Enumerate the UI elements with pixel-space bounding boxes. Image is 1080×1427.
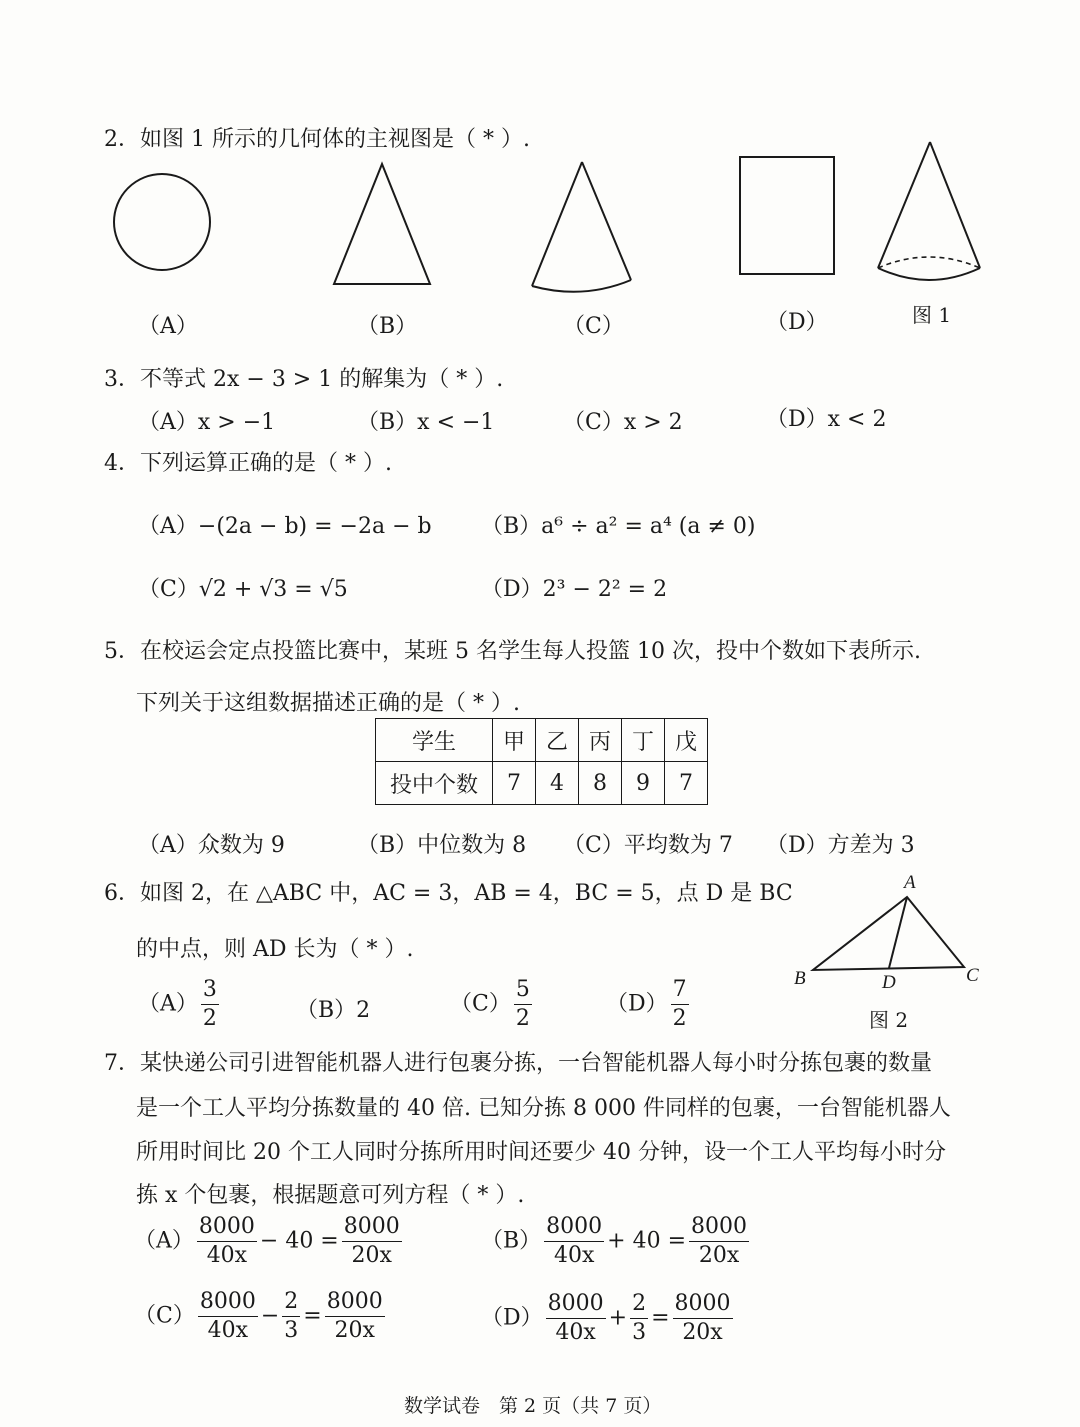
q3-option-b[interactable]: （B）x < −1 bbox=[357, 410, 495, 435]
figure2-label: 图 2 bbox=[869, 1008, 909, 1032]
table-cell: 7 bbox=[665, 762, 708, 805]
denominator: 3 bbox=[632, 1320, 647, 1345]
q5-option-d[interactable]: （D）方差为 3 bbox=[766, 833, 915, 858]
option-label: （C） bbox=[134, 1303, 195, 1329]
numerator: 3 bbox=[201, 976, 219, 1005]
operator: + bbox=[608, 1305, 628, 1331]
fraction bbox=[325, 1288, 385, 1345]
q7-line3: 所用时间比 20 个工人同时分拣所用时间还要少 40 分钟，设一个工人平均每小时分 bbox=[136, 1140, 946, 1165]
fraction bbox=[342, 1213, 402, 1270]
q4-option-d[interactable]: （D）2³ − 2² = 2 bbox=[481, 577, 668, 602]
fraction bbox=[544, 1213, 604, 1270]
q5-stem-line2: 下列关于这组数据描述正确的是（ * ）. bbox=[136, 691, 520, 716]
table-cell: 丁 bbox=[622, 719, 665, 762]
q7-option-c[interactable] bbox=[134, 1288, 388, 1345]
denominator: 2 bbox=[202, 1006, 217, 1031]
q7-line1: 7．某快递公司引进智能机器人进行包裹分拣，一台智能机器人每小时分拣包裹的数量 bbox=[104, 1051, 932, 1076]
denominator: 20x bbox=[334, 1318, 375, 1343]
numerator: 8000 bbox=[197, 1213, 257, 1242]
table-cell: 投中个数 bbox=[376, 762, 493, 805]
numerator: 8000 bbox=[342, 1213, 402, 1242]
table-cell: 丙 bbox=[579, 719, 622, 762]
numerator: 8000 bbox=[546, 1290, 606, 1319]
table-cell: 乙 bbox=[536, 719, 579, 762]
fraction bbox=[673, 1290, 733, 1347]
q5-option-c[interactable]: （C）平均数为 7 bbox=[563, 833, 733, 858]
q4-option-b[interactable]: （B）a⁶ ÷ a² = a⁴ (a ≠ 0) bbox=[481, 514, 756, 539]
q3-option-a[interactable]: （A）x > −1 bbox=[138, 410, 276, 435]
fraction bbox=[630, 1290, 648, 1347]
denominator: 40x bbox=[553, 1243, 595, 1268]
numerator: 2 bbox=[630, 1290, 648, 1319]
table-cell: 戊 bbox=[665, 719, 708, 762]
numerator: 2 bbox=[282, 1288, 300, 1317]
option-label: （B） bbox=[481, 1228, 542, 1254]
fraction bbox=[282, 1288, 300, 1345]
q2-option-c[interactable]: （C） bbox=[563, 314, 624, 339]
q7-option-a[interactable] bbox=[134, 1213, 405, 1270]
q5-option-a[interactable]: （A）众数为 9 bbox=[138, 833, 285, 858]
operator: − bbox=[260, 1303, 280, 1329]
table-cell: 4 bbox=[536, 762, 579, 805]
equals-sign: = bbox=[651, 1305, 670, 1331]
table-cell: 甲 bbox=[493, 719, 536, 762]
table-cell: 8 bbox=[579, 762, 622, 805]
q6-stem-line2: 的中点，则 AD 长为（ * ）. bbox=[136, 937, 414, 962]
q7-option-b[interactable] bbox=[481, 1213, 752, 1270]
fraction bbox=[198, 1288, 258, 1345]
table-cell: 7 bbox=[493, 762, 536, 805]
numerator: 8000 bbox=[689, 1213, 749, 1242]
denominator: 40x bbox=[555, 1320, 596, 1345]
denominator: 20x bbox=[698, 1243, 740, 1268]
q2-stem: 2．如图 1 所示的几何体的主视图是（ * ）. bbox=[104, 127, 530, 152]
option-label: （A） bbox=[138, 991, 198, 1017]
q7-line2: 是一个工人平均分拣数量的 40 倍. 已知分拣 8 000 件同样的包裹，一台智能机器人 bbox=[136, 1096, 951, 1121]
operator: + 40 = bbox=[607, 1228, 687, 1254]
fraction bbox=[197, 1213, 257, 1270]
denominator: 40x bbox=[206, 1243, 248, 1268]
q3-stem: 3．不等式 2x − 3 > 1 的解集为（ * ）. bbox=[104, 367, 504, 392]
denominator: 2 bbox=[515, 1006, 530, 1031]
q6-option-b[interactable]: （B）2 bbox=[296, 998, 371, 1023]
option-label: （C） bbox=[450, 991, 511, 1017]
q2-option-d[interactable]: （D） bbox=[766, 310, 828, 335]
figure1-label: 图 1 bbox=[912, 303, 952, 327]
numerator: 8000 bbox=[325, 1288, 385, 1317]
page-footer: 数学试卷 第 2 页（共 7 页） bbox=[404, 1395, 662, 1417]
option-label: （D） bbox=[481, 1305, 543, 1331]
equals-sign: = bbox=[303, 1303, 322, 1329]
q7-option-d[interactable] bbox=[481, 1290, 736, 1347]
vertex-b-label: B bbox=[794, 968, 806, 989]
q5-stem-line1: 5．在校运会定点投篮比赛中，某班 5 名学生每人投篮 10 次，投中个数如下表所示. bbox=[104, 639, 921, 664]
option-label: （A） bbox=[134, 1228, 194, 1254]
denominator: 20x bbox=[682, 1320, 723, 1345]
numerator: 8000 bbox=[544, 1213, 604, 1242]
option-label: （D） bbox=[606, 991, 668, 1017]
q4-option-c[interactable]: （C）√2 + √3 = √5 bbox=[138, 577, 348, 602]
operator: − 40 = bbox=[259, 1228, 339, 1254]
table-cell: 9 bbox=[622, 762, 665, 805]
q3-option-d[interactable]: （D）x < 2 bbox=[766, 407, 887, 432]
numerator: 8000 bbox=[673, 1290, 733, 1319]
denominator: 2 bbox=[672, 1006, 687, 1031]
denominator: 3 bbox=[284, 1318, 299, 1343]
denominator: 40x bbox=[207, 1318, 249, 1343]
numerator: 8000 bbox=[198, 1288, 258, 1317]
q7-line4: 拣 x 个包裹，根据题意可列方程（ * ）. bbox=[136, 1183, 525, 1208]
q4-stem: 4．下列运算正确的是（ * ）. bbox=[104, 451, 392, 476]
point-d-label: D bbox=[882, 972, 896, 993]
q6-stem-line1: 6．如图 2，在 △ABC 中，AC = 3，AB = 4，BC = 5，点 D 是 BC bbox=[104, 881, 793, 906]
q2-option-a[interactable]: （A） bbox=[138, 314, 198, 339]
q4-option-a[interactable]: （A）−(2a − b) = −2a − b bbox=[138, 514, 432, 539]
q3-option-c[interactable]: （C）x > 2 bbox=[563, 410, 683, 435]
vertex-c-label: C bbox=[966, 965, 979, 986]
numerator: 7 bbox=[671, 976, 689, 1005]
fraction bbox=[689, 1213, 749, 1270]
q5-option-b[interactable]: （B）中位数为 8 bbox=[357, 833, 527, 858]
q2-option-b[interactable]: （B） bbox=[357, 314, 418, 339]
fraction bbox=[546, 1290, 606, 1347]
numerator: 5 bbox=[514, 976, 532, 1005]
vertex-a-label: A bbox=[904, 872, 916, 893]
table-cell: 学生 bbox=[376, 719, 493, 762]
denominator: 20x bbox=[351, 1243, 392, 1268]
